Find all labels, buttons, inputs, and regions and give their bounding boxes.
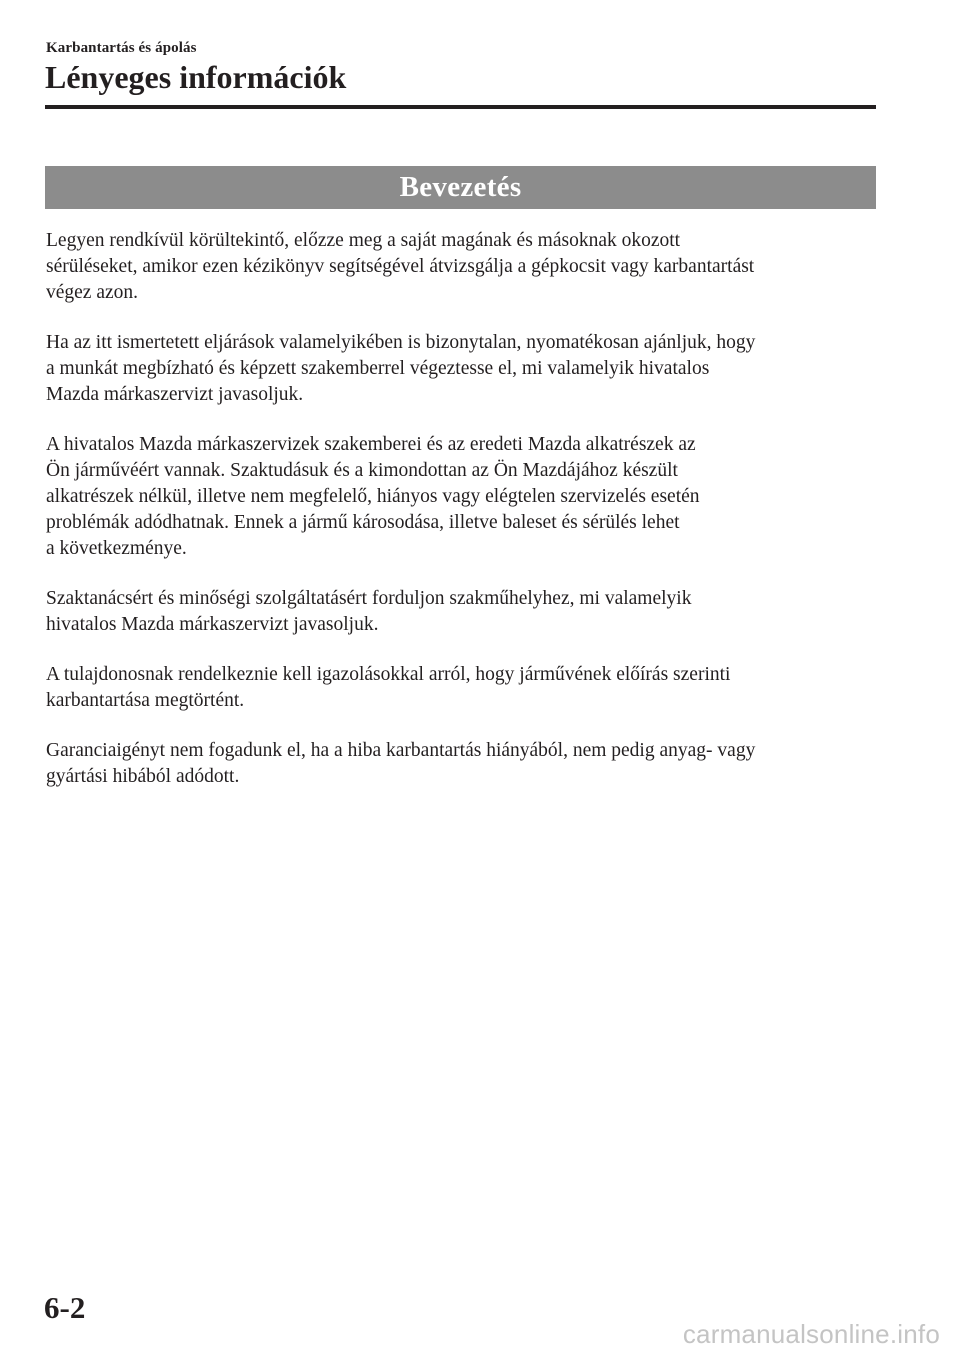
paragraph: A hivatalos Mazda márkaszervizek szakemberei és az eredeti Mazda alkatrészek az Ön járművéért vannak. Szaktudásuk és a kimondottan az Ön Mazdájához készült alkatrészek nélkül, illetve nem megfelelő, hiányos vagy elégtelen szervizelés esetén problémák adódhatnak. Ennek a jármű károsodása, illetve baleset és sérülés lehet a következménye. (46, 434, 700, 559)
paragraph: Szaktanácsért és minőségi szolgáltatásért forduljon szakműhelyhez, mi valamelyik hivatalos Mazda márkaszervizt javasoljuk. (46, 588, 692, 635)
paragraph: A tulajdonosnak rendelkeznie kell igazolásokkal arról, hogy járművének előírás szerinti karbantartása megtörtént. (46, 664, 731, 711)
watermark: carmanualsonline.info (682, 1319, 940, 1349)
paragraph: Garanciaigényt nem fogadunk el, ha a hiba karbantartás hiányából, nem pedig anyag- vagy gyártási hibából adódott. (46, 740, 756, 787)
page-title: Lényeges információk (45, 59, 347, 95)
banner-title: Bevezetés (399, 171, 522, 203)
page-number: 6-2 (44, 1290, 86, 1325)
paragraph: Ha az itt ismertetett eljárások valamelyikében is bizonytalan, nyomatékosan ajánljuk, hogy a munkát megbízható és képzett szakemberrel végeztesse el, mi valamelyik hivatalos Mazda márkaszervizt javasoljuk. (46, 332, 756, 405)
paragraph: Legyen rendkívül körültekintő, előzze meg a saját magának és másoknak okozott sérüléseket, amikor ezen kézikönyv segítségével átvizsgálja a gépkocsit vagy karbantartást végez azon. (46, 230, 755, 303)
title-divider (45, 105, 876, 109)
section-label: Karbantartás és ápolás (46, 40, 197, 56)
body-text (46, 228, 878, 814)
section-banner (45, 166, 876, 209)
